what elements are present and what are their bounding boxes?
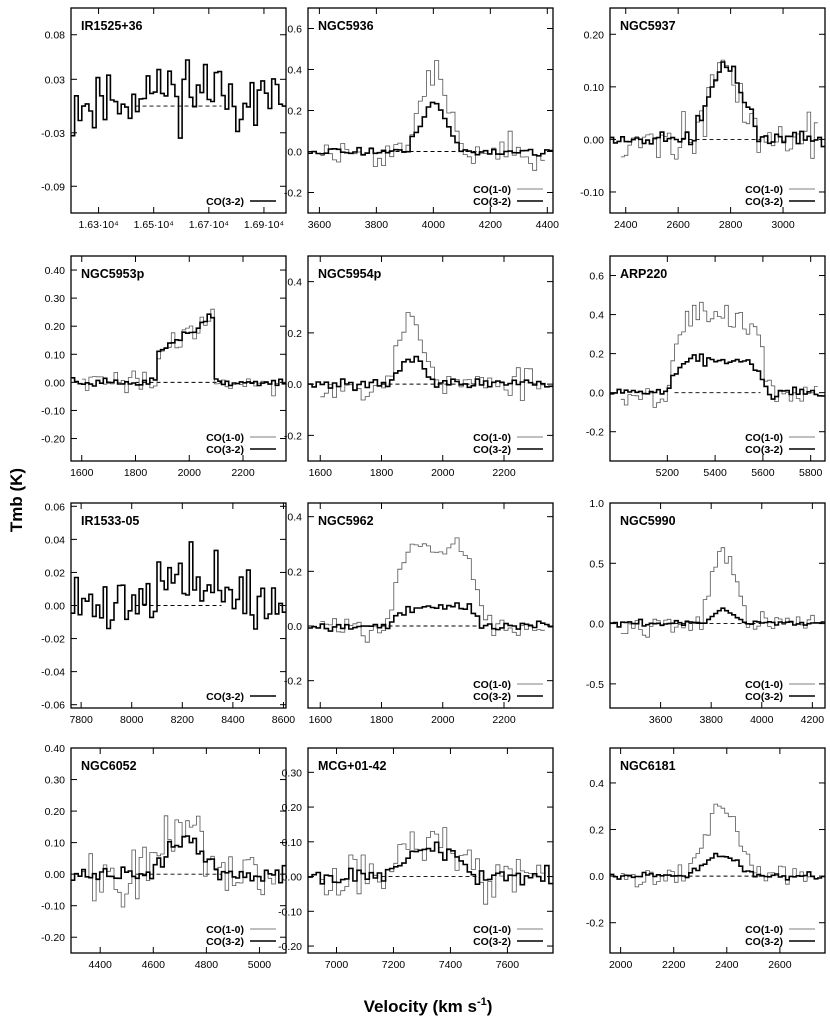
spectrum-co10 xyxy=(82,816,279,907)
legend-label-co10: CO(1-0) xyxy=(473,924,511,936)
legend-label-co32: CO(3-2) xyxy=(473,936,511,948)
x-tick-label: 8600 xyxy=(271,714,296,726)
legend-label-co32: CO(3-2) xyxy=(206,691,244,703)
y-tick-label: 0.2 xyxy=(589,824,604,837)
spectrum-co10 xyxy=(320,313,545,401)
x-tick-label: 2000 xyxy=(177,467,201,479)
x-tick-label: 1800 xyxy=(123,467,148,479)
x-tick-label: 7800 xyxy=(69,714,93,726)
y-tick-label: -0.04 xyxy=(41,666,65,679)
x-tick-label: 3600 xyxy=(307,219,332,231)
spectrum-co32 xyxy=(71,542,286,629)
y-tick-label: 0.2 xyxy=(287,327,302,340)
spectrum-co32 xyxy=(71,60,286,138)
x-tick-label: 4600 xyxy=(141,959,165,971)
y-tick-label: -0.10 xyxy=(278,906,302,919)
spectrum-co32 xyxy=(71,314,286,386)
x-tick-label: 7000 xyxy=(324,959,349,971)
x-tick-label: 3800 xyxy=(364,219,389,231)
y-tick-label: 0.10 xyxy=(44,349,65,362)
x-tick-label: 5600 xyxy=(751,467,775,479)
y-tick-label: 0.0 xyxy=(287,621,302,633)
x-axis-title-sup: -1 xyxy=(476,996,487,1008)
panel-ngc5936 xyxy=(284,8,559,231)
x-tick-label: 7200 xyxy=(381,959,406,971)
x-tick-label: 1600 xyxy=(308,467,332,479)
legend-label-co10: CO(1-0) xyxy=(206,432,244,444)
y-tick-label: -0.2 xyxy=(585,426,604,439)
y-tick-label: 0.20 xyxy=(583,29,604,42)
x-tick-label: 2400 xyxy=(614,219,638,231)
y-axis-title: Tmb (K) xyxy=(7,467,26,533)
x-tick-label: 1.67·10⁴ xyxy=(188,219,229,231)
panel-frame xyxy=(610,256,825,461)
panel-title: NGC5954p xyxy=(318,267,382,281)
y-tick-label: 0.03 xyxy=(44,74,65,87)
y-tick-label: 0.20 xyxy=(281,802,302,815)
y-tick-label: 0.10 xyxy=(281,836,302,849)
y-tick-label: -0.2 xyxy=(283,675,302,688)
y-tick-label: 0.02 xyxy=(44,567,65,580)
y-tick-label: -0.2 xyxy=(283,430,302,443)
legend-label-co10: CO(1-0) xyxy=(745,184,783,196)
panel-title: MCG+01-42 xyxy=(318,759,387,773)
panel-arp220 xyxy=(586,256,825,479)
panel-title: NGC5936 xyxy=(318,19,374,33)
x-tick-label: 2600 xyxy=(768,959,792,971)
panel-ir1533-05 xyxy=(41,501,295,726)
legend-label-co10: CO(1-0) xyxy=(473,184,511,196)
panel-ngc5937 xyxy=(580,8,825,231)
y-tick-label: 0.00 xyxy=(583,134,604,147)
y-tick-label: 0.10 xyxy=(583,81,604,94)
legend-label-co10: CO(1-0) xyxy=(745,432,783,444)
x-tick-label: 4000 xyxy=(750,714,774,726)
x-tick-label: 3800 xyxy=(699,714,723,726)
legend-label-co10: CO(1-0) xyxy=(745,924,783,936)
panel-title: IR1525+36 xyxy=(81,19,143,33)
y-tick-label: -0.02 xyxy=(41,633,65,646)
panel-mcg-01-42 xyxy=(278,748,553,971)
spectrum-co10 xyxy=(320,61,545,171)
panel-title: NGC6052 xyxy=(81,759,137,773)
y-tick-label: 0.6 xyxy=(287,23,302,36)
legend-label-co10: CO(1-0) xyxy=(473,679,511,691)
y-tick-label: 0.40 xyxy=(44,743,65,755)
x-tick-label: 5800 xyxy=(798,467,823,479)
y-tick-label: 0.4 xyxy=(287,64,302,77)
legend-label-co10: CO(1-0) xyxy=(206,924,244,936)
y-tick-label: 0.04 xyxy=(44,534,65,547)
x-tick-label: 1800 xyxy=(369,467,394,479)
y-tick-label: 0.00 xyxy=(44,869,65,882)
panel-frame xyxy=(308,8,553,213)
x-tick-label: 2000 xyxy=(431,714,455,726)
panel-title: NGC5937 xyxy=(620,19,676,33)
y-tick-label: -0.20 xyxy=(41,932,65,945)
y-tick-label: 0.0 xyxy=(589,387,604,400)
x-tick-label: 1.69·10⁴ xyxy=(243,219,285,231)
panel-ngc5990 xyxy=(586,498,825,726)
x-tick-label: 8400 xyxy=(221,714,245,726)
panel-title: NGC6181 xyxy=(620,759,676,773)
x-tick-label: 4800 xyxy=(194,959,219,971)
y-tick-label: 0.4 xyxy=(589,777,604,790)
panel-title: ARP220 xyxy=(620,267,668,281)
panel-frame xyxy=(610,748,825,953)
legend-label-co32: CO(3-2) xyxy=(206,444,244,456)
y-tick-label: 0.00 xyxy=(281,871,302,884)
x-tick-label: 2800 xyxy=(718,219,743,231)
y-tick-label: 0.2 xyxy=(287,566,302,579)
x-tick-label: 1.65·10⁴ xyxy=(133,219,174,231)
y-tick-label: 0.10 xyxy=(44,837,65,850)
y-tick-label: 0.00 xyxy=(44,600,65,613)
y-tick-label: 0.4 xyxy=(287,276,302,289)
spectrum-co32 xyxy=(308,603,553,631)
y-tick-label: -0.10 xyxy=(41,405,65,418)
x-tick-label: 4400 xyxy=(88,959,112,971)
x-tick-label: 4000 xyxy=(421,219,446,231)
x-tick-label: 1800 xyxy=(369,714,394,726)
legend-label-co32: CO(3-2) xyxy=(745,444,783,456)
x-tick-label: 5400 xyxy=(703,467,727,479)
panel-ir1525-36 xyxy=(41,8,286,231)
y-tick-label: 0.4 xyxy=(589,309,604,322)
legend-label-co32: CO(3-2) xyxy=(745,691,783,703)
x-tick-label: 2200 xyxy=(231,467,255,479)
x-tick-label: 5200 xyxy=(655,467,680,479)
y-tick-label: -0.10 xyxy=(41,900,65,913)
y-tick-label: -0.2 xyxy=(585,917,604,930)
legend-label-co32: CO(3-2) xyxy=(473,196,511,208)
y-tick-label: 0.5 xyxy=(589,558,604,571)
panel-ngc6181 xyxy=(586,748,825,971)
x-tick-label: 2000 xyxy=(608,959,633,971)
y-tick-label: 0.30 xyxy=(44,293,65,306)
y-tick-label: -0.20 xyxy=(278,941,302,954)
panel-frame xyxy=(71,256,286,461)
x-tick-label: 4400 xyxy=(535,219,559,231)
x-tick-label: 2000 xyxy=(431,467,455,479)
legend-label-co32: CO(3-2) xyxy=(206,196,244,208)
x-tick-label: 7400 xyxy=(438,959,463,971)
y-tick-label: 0.20 xyxy=(44,806,65,819)
y-tick-label: -0.5 xyxy=(585,678,604,691)
y-tick-label: 0.06 xyxy=(44,501,65,514)
spectrum-co10 xyxy=(320,538,545,642)
y-tick-label: 0.20 xyxy=(44,321,65,334)
panel-frame xyxy=(610,503,825,708)
y-tick-label: -0.20 xyxy=(41,433,65,446)
x-tick-label: 4200 xyxy=(800,714,825,726)
x-tick-label: 2200 xyxy=(662,959,686,971)
x-tick-label: 3600 xyxy=(648,714,673,726)
y-tick-label: 0.08 xyxy=(44,29,65,42)
x-tick-label: 3000 xyxy=(771,219,795,231)
x-tick-label: 8200 xyxy=(170,714,194,726)
y-tick-label: 0.0 xyxy=(589,871,604,884)
x-tick-label: 1600 xyxy=(70,467,94,479)
panel-frame xyxy=(308,256,553,461)
legend-label-co32: CO(3-2) xyxy=(206,936,244,948)
y-tick-label: 0.0 xyxy=(287,379,302,392)
y-tick-label: 0.00 xyxy=(44,377,65,390)
y-tick-label: 0.6 xyxy=(589,270,604,283)
x-axis-title-close: ) xyxy=(486,997,493,1016)
x-tick-label: 2600 xyxy=(666,219,690,231)
legend-label-co10: CO(1-0) xyxy=(745,679,783,691)
panel-frame xyxy=(71,748,286,953)
x-axis-title xyxy=(364,996,493,1016)
spectrum-co10 xyxy=(320,828,545,905)
y-tick-label: 0.30 xyxy=(281,767,302,780)
y-tick-label: -0.06 xyxy=(41,699,65,712)
panel-frame xyxy=(610,8,825,213)
x-axis-title-main: Velocity (km s xyxy=(363,997,477,1016)
panel-grid xyxy=(41,8,825,971)
y-tick-label: 0.2 xyxy=(287,105,302,118)
y-tick-label: -0.03 xyxy=(41,127,65,140)
x-tick-label: 2200 xyxy=(492,467,516,479)
x-tick-label: 4200 xyxy=(478,219,503,231)
x-tick-label: 1600 xyxy=(308,714,332,726)
legend-label-co32: CO(3-2) xyxy=(473,691,511,703)
y-tick-label: 0.4 xyxy=(287,511,302,524)
panel-ngc6052 xyxy=(41,743,286,971)
spectrum-co32 xyxy=(610,62,825,147)
x-tick-label: 8000 xyxy=(120,714,144,726)
x-tick-label: 1.63·10⁴ xyxy=(78,219,119,231)
legend-label-co32: CO(3-2) xyxy=(745,936,783,948)
panel-ngc5953p xyxy=(41,256,286,479)
panel-title: NGC5962 xyxy=(318,514,374,528)
y-tick-label: 0.2 xyxy=(589,348,604,361)
y-tick-label: -0.10 xyxy=(580,186,604,199)
y-tick-label: 0.40 xyxy=(44,265,65,278)
y-tick-label: 0.30 xyxy=(44,774,65,787)
y-tick-label: 1.0 xyxy=(589,498,604,510)
y-tick-label: 0.0 xyxy=(589,618,604,631)
panel-title: IR1533-05 xyxy=(81,514,140,528)
panel-title: NGC5953p xyxy=(81,267,145,281)
legend-label-co10: CO(1-0) xyxy=(473,432,511,444)
y-tick-label: 0.0 xyxy=(287,146,302,159)
panel-ngc5962 xyxy=(284,503,553,726)
legend-label-co32: CO(3-2) xyxy=(745,196,783,208)
x-tick-label: 2400 xyxy=(715,959,739,971)
y-tick-label: -0.09 xyxy=(41,181,65,194)
x-tick-label: 7600 xyxy=(495,959,520,971)
panel-title: NGC5990 xyxy=(620,514,676,528)
spectrum-co32 xyxy=(610,608,825,627)
y-tick-label: -0.2 xyxy=(283,187,302,200)
panel-ngc5954p xyxy=(284,256,553,479)
x-tick-label: 5000 xyxy=(247,959,272,971)
x-tick-label: 2200 xyxy=(492,714,516,726)
legend-label-co32: CO(3-2) xyxy=(473,444,511,456)
